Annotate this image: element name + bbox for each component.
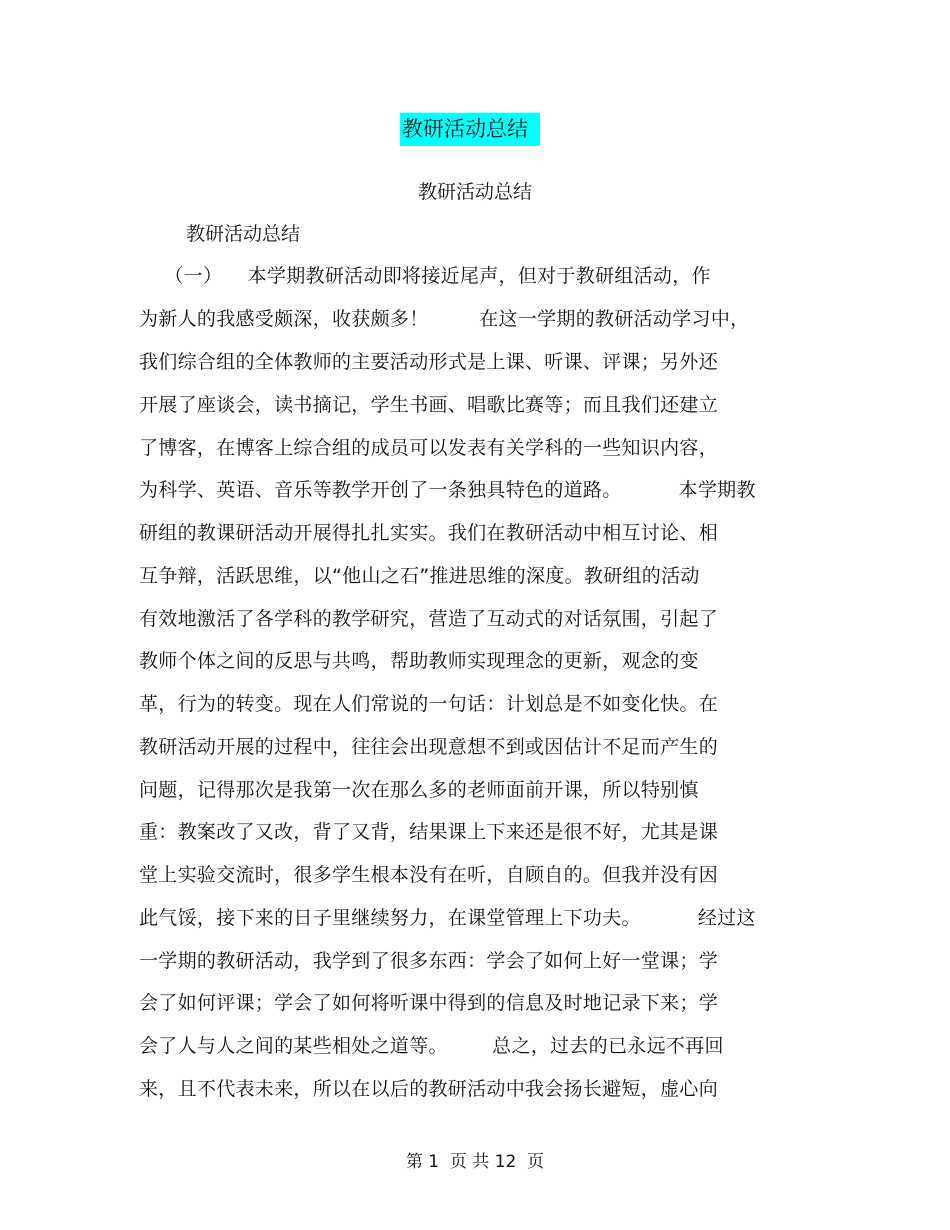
body-line: 互争辩，活跃思维，以“他山之石”推进思维的深度。教研组的活动	[139, 565, 700, 587]
body-line: 有效地激活了各学科的教学研究，营造了互动式的对话氛围，引起了	[139, 608, 719, 630]
body-line: 了博客，在博客上综合组的成员可以发表有关学科的一些知识内容，	[139, 437, 719, 459]
document-title: 教研活动总结	[400, 113, 540, 146]
body-line: 为科学、英语、音乐等教学开创了一条独具特色的道路。 本学期教	[139, 479, 756, 501]
body-line: 会了如何评课；学会了如何将听课中得到的信息及时地记录下来；学	[139, 992, 719, 1014]
body-line: 革，行为的转变。现在人们常说的一句话：计划总是不如变化快。在	[139, 693, 719, 715]
body-line: 来，且不代表未来，所以在以后的教研活动中我会扬长避短，虚心向	[139, 1078, 719, 1100]
body-line: 会了人与人之间的某些相处之道等。 总之，过去的已永远不再回	[139, 1035, 724, 1057]
body-line: 为新人的我感受颇深，收获颇多！ 在这一学期的教研活动学习中，	[139, 308, 750, 330]
body-line: 问题，记得那次是我第一次在那么多的老师面前开课，所以特别慎	[139, 779, 699, 801]
document-subtitle: 教研活动总结	[417, 181, 532, 203]
body-line: 重：教案改了又改，背了又背，结果课上下来还是很不好，尤其是课	[139, 821, 719, 843]
body-line: 一学期的教研活动，我学到了很多东西：学会了如何上好一堂课；学	[139, 950, 719, 972]
body-line: 此气馁，接下来的日子里继续努力，在课堂管理上下功夫。 经过这	[139, 907, 756, 929]
body-line: 堂上实验交流时，很多学生根本没有在听，自顾自的。但我并没有因	[139, 864, 719, 886]
section-heading: 教研活动总结	[186, 223, 301, 245]
body-line: 研组的教课研活动开展得扎扎实实。我们在教研活动中相互讨论、相	[139, 522, 719, 544]
page-number-footer: 第 1 页 共 12 页	[405, 1152, 545, 1172]
body-line: 开展了座谈会，读书摘记，学生书画、唱歌比赛等；而且我们还建立	[139, 394, 719, 416]
body-line: 教研活动开展的过程中，往往会出现意想不到或因估计不足而产生的	[139, 736, 719, 758]
body-line: 教师个体之间的反思与共鸣，帮助教师实现理念的更新，观念的变	[139, 650, 699, 672]
body-line: （一） 本学期教研活动即将接近尾声，但对于教研组活动，作	[139, 265, 711, 287]
body-line: 我们综合组的全体教师的主要活动形式是上课、听课、评课；另外还	[139, 351, 719, 373]
